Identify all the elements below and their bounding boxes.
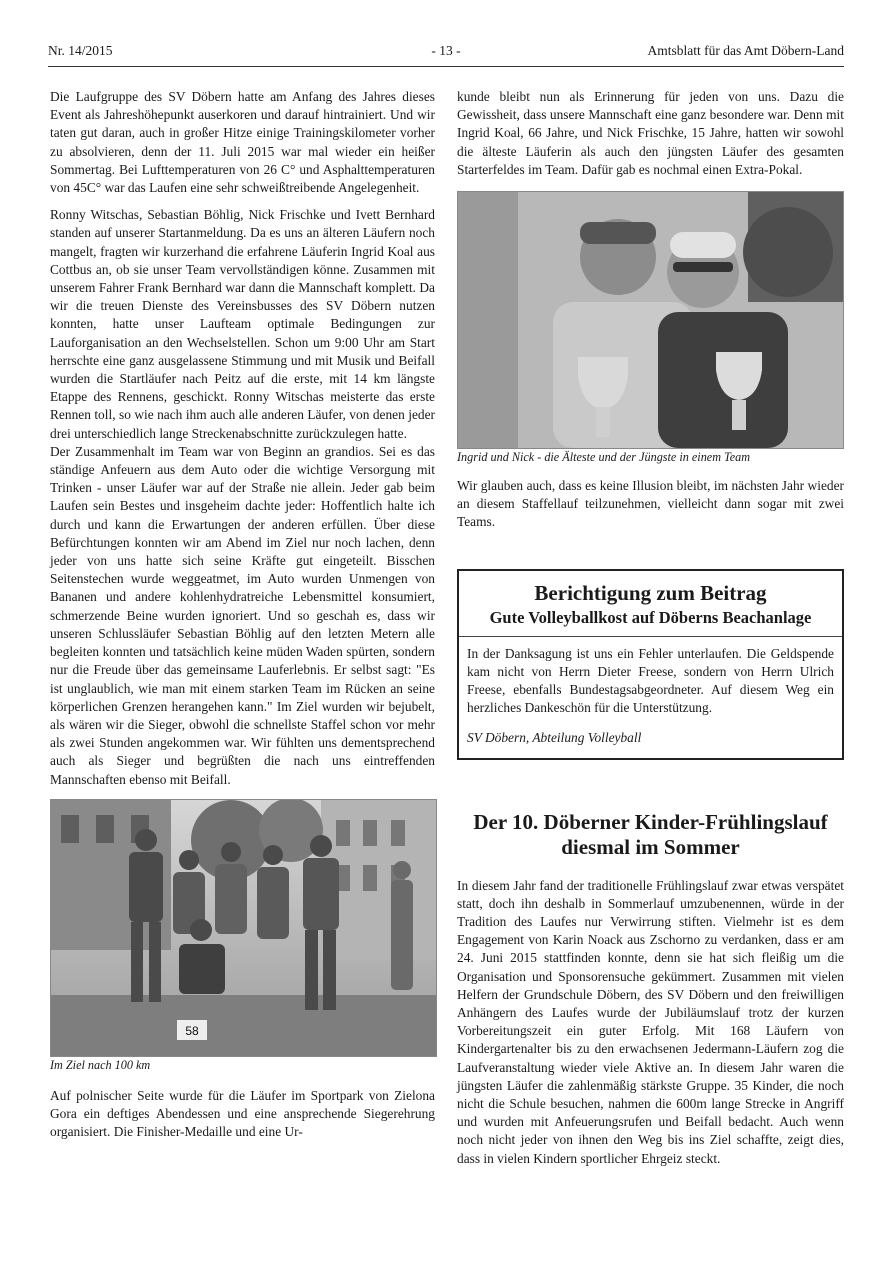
paragraph: Der Zusammenhalt im Team war von Beginn an grandios. Sei es das ständige Anfeuern aus dem Auto oder die wichtige Versorgung mit Trinken - unser Läufer war auf der Straße nie allein. Jeder gab beim Laufen sein Bestes und insgeheim dachte jeder: Hoffentlich halte ich durch und kann die Erwartungen der anderen erfüllen. Über diese Befürchtungen konnten wir am Abend im Ziel nur noch lachen, denn jeder von uns hatte sich seine Kräfte gut eingeteilt. Bisschen Seitenstechen wurde weggeatmet, im Auto wurden Unmengen von Bananen und andere kohlenhydratreiche Lebensmittel konsumiert, schmerzende Beine wurden ignoriert. Und so geschah es, dass wir unseren Schlussläufer Sebastian Böhlig auf den letzten Metern alle begleiten konnten und tatsächlich keine müden Waden spürten, sondern nur die Freude über das gemeinsame Lauferlebnis. Er selbst sagt: "Es ist unglaublich, wie man mit einem starken Team im Rücken an seine körperlichen Grenzen herangehen kann." Im Ziel wurden wir bejubelt, als wären wir die Sieger, obwohl die schnellste Staffel schon vor mehr als zwei Stunden angekommen war. Wir fühlten uns dementsprechend auch als Sieger und begrüßten die nach uns eintreffenden Mannschaften ebenso mit Beifall.	[50, 443, 435, 787]
paragraph: Die Laufgruppe des SV Döbern hatte am Anfang des Jahres dieses Event als Jahreshöhepunkt auserkoren und darauf hintrainiert. Und wir taten gut daran, auch in großer Hitze einige Trainingskilometer vorher zu absolvieren, denn der 11. Juli 2015 war mal wieder ein heißer Sommertag. Bei Lufttemperaturen von 26 C° und Asphalttemperaturen von 45C° war das Laufen eine sehr schweißtreibende Angelegenheit.	[50, 89, 435, 196]
right-column	[457, 88, 844, 1168]
correction-title: Berichtigung zum Beitrag	[534, 580, 767, 605]
team-finish-photo	[50, 799, 437, 1057]
photo-caption: Ingrid und Nick - die Älteste und der Jüngste in einem Team	[457, 450, 751, 465]
paragraph: Ronny Witschas, Sebastian Böhlig, Nick Frischke und Ivett Bernhard standen auf unserer Startanmeldung. Da es uns an älteren Läufern noch mangelt, fragten wir kurzerhand die erfahrene Läuferin Ingrid Koal aus Cottbus an, ob sie unser Team vervollständigen könne. Zusammen mit unserem Fahrer Frank Bernhard war dann die Mannschaft komplett. Da wir die treuen Dienste des Vereinsbusses des SV Döbern nutzen konnten, hatte unser Laufteam optimale Bedingungen zur Lauforganisation an den Wechselstellen. Schon um 9:00 Uhr am Start herrschte eine ganz ausgelassene Stimmung und mit Musik und Beifall wurden die Startläufer nach Peitz auf die erste, mit 14 km längste Etappe des Rennens, geschickt. Ronny Witschas meisterte das erste Rennen toll, so wie nach ihm auch alle anderen Läufer, von denen jeder drei unterschiedlich lange Streckenabschnitte zurückzulegen hatte.	[50, 207, 435, 441]
page-header	[48, 43, 844, 63]
header-rule	[48, 66, 844, 67]
article-headline: Der 10. Döberner Kinder-Frühlingslauf diesmal im Sommer	[473, 809, 828, 859]
correction-subtitle: Gute Volleyballkost auf Döberns Beachanlage	[489, 607, 812, 627]
paragraph: Wir glauben auch, dass es keine Illusion bleibt, im nächsten Jahr wieder an diesem Staffellauf teilzunehmen, vielleicht dann sogar mit zwei Teams.	[457, 478, 844, 530]
ingrid-nick-photo	[457, 191, 844, 449]
box-divider	[459, 636, 842, 637]
correction-box	[457, 569, 844, 760]
correction-signature: SV Döbern, Abteilung Volleyball	[467, 730, 642, 746]
paragraph: Auf polnischer Seite wurde für die Läufer im Sportpark von Zielona Gora ein deftiges Abendessen und eine ansprechende Siegerehrung organisiert. Die Finisher-Medaille und eine Ur-	[50, 1087, 435, 1140]
bib-number: 58	[185, 1023, 199, 1038]
photo-caption: Im Ziel nach 100 km	[50, 1057, 151, 1072]
paragraph: In diesem Jahr fand der traditionelle Frühlingslauf zwar etwas verspätet statt, doch ihn deshalb in Sommerlauf umzubenennen, würde in der Tradition des Laufes nur Verwirrung stiften. Vielmehr ist es dem Engagement von Karin Noack aus Zschorno zu verdanken, dass er am 24. Juni 2015 stattfinden konnte, denn sie hat sich fleißig um die Organisation und Sponsorensuche gekümmert. Zusammen mit vielen Helfern der Grundschule Döbern, des SV Döbern und den freiwilligen Anhängern des Laufes wurde der Jubiläumslauf trotz der kurzen Vorbereitungszeit ein guter Erfolg. Mit 168 Läufern von Kindergartenalter bis zu den erwachsenen Jedermann-Läufern zog die Laufveranstaltung wieder viele Aktive an. In diesem Jahr waren die jüngsten Läufer die zahlenmäßig stärkste Gruppe. 35 Kinder, die noch nicht die Schule besuchen, nahmen die 600m lange Strecke in Angriff und wurden mit Anfeuerungsrufen und Beifall bedacht. Auch wenn noch nicht jeder von ihnen den Weg bis ins Ziel schaffte, zeigt dies, dass in vielen Kindern sportlicher Ehrgeiz steckt.	[457, 877, 844, 1166]
publication-title: Amtsblatt für das Amt Döbern-Land	[647, 43, 844, 58]
left-column	[50, 88, 435, 1141]
correction-text: In der Danksagung ist uns ein Fehler unterlaufen. Die Geldspende kam nicht von Herrn Dieter Freese, sondern von Herrn Ulrich Freese, ebenfalls Bundestagsabgeordneter. Auf diesem Weg ein herzliches Dankeschön für die Unterstützung.	[467, 645, 834, 716]
paragraph: kunde bleibt nun als Erinnerung für jeden von uns. Dazu die Gewissheit, dass unsere Mannschaft eine ganz besondere war. Denn mit Ingrid Koal, 66 Jahre, und Nick Frischke, 15 Jahre, hatten wir sowohl die älteste Läuferin als auch den jüngsten Läufer des gesamten Starterfeldes im Team. Dafür gab es nochmal einen Extra-Pokal.	[457, 89, 844, 177]
issue-number: Nr. 14/2015	[48, 43, 113, 58]
page-number: - 13 -	[431, 43, 461, 58]
